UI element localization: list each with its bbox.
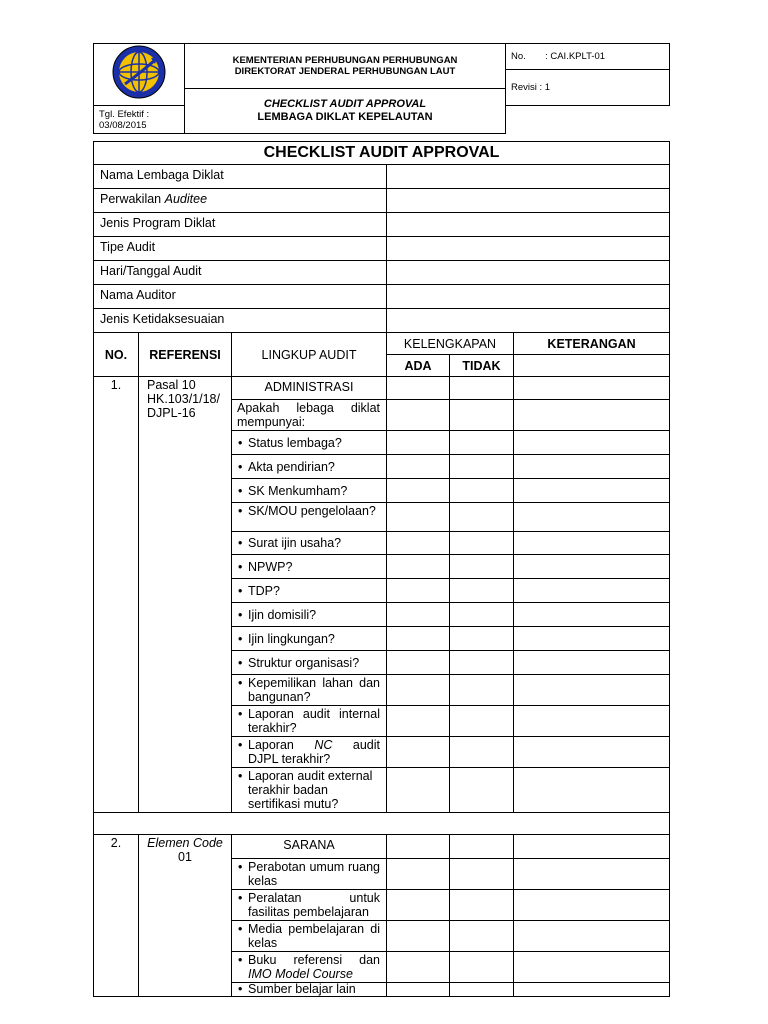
check-ada[interactable] bbox=[387, 503, 450, 532]
info-label-perwakilan-italic: Auditee bbox=[164, 192, 208, 206]
check-ada[interactable] bbox=[387, 921, 450, 952]
col-header-kelengkapan: KELENGKAPAN bbox=[387, 333, 514, 355]
checklist-item: • Ijin domisili? bbox=[232, 603, 387, 627]
check-tidak[interactable] bbox=[450, 983, 514, 997]
check-tidak[interactable] bbox=[450, 921, 514, 952]
keterangan-cell[interactable] bbox=[514, 706, 670, 737]
col-header-keterangan: KETERANGAN bbox=[514, 333, 670, 355]
keterangan-cell[interactable] bbox=[514, 835, 670, 859]
checklist-item-italic: IMO Model Course bbox=[248, 967, 353, 981]
check-tidak[interactable] bbox=[450, 532, 514, 555]
check-tidak[interactable] bbox=[450, 627, 514, 651]
keterangan-cell[interactable] bbox=[514, 400, 670, 431]
check-ada[interactable] bbox=[387, 706, 450, 737]
info-value-jenis-program[interactable] bbox=[387, 213, 670, 237]
keterangan-cell[interactable] bbox=[514, 737, 670, 768]
checklist-item: • Sumber belajar lain bbox=[232, 983, 387, 997]
check-ada[interactable] bbox=[387, 579, 450, 603]
checklist-item: • NPWP? bbox=[232, 555, 387, 579]
checklist-item: • Akta pendirian? bbox=[232, 455, 387, 479]
doc-subtitle: LEMBAGA DIKLAT KEPELAUTAN bbox=[257, 111, 433, 123]
info-value-hari-tanggal[interactable] bbox=[387, 261, 670, 285]
check-ada[interactable] bbox=[387, 532, 450, 555]
check-ada[interactable] bbox=[387, 835, 450, 859]
checklist-item: • Peralatan untuk fasilitas pembelajaran bbox=[232, 890, 387, 921]
check-tidak[interactable] bbox=[450, 675, 514, 706]
check-tidak[interactable] bbox=[450, 603, 514, 627]
doc-number bbox=[506, 44, 670, 70]
doc-number-label: No. bbox=[511, 51, 526, 62]
check-tidak[interactable] bbox=[450, 555, 514, 579]
check-ada[interactable] bbox=[387, 859, 450, 890]
check-ada[interactable] bbox=[387, 603, 450, 627]
col-header-referensi: REFERENSI bbox=[139, 333, 232, 377]
revision: Revisi : 1 bbox=[506, 70, 670, 106]
check-tidak[interactable] bbox=[450, 431, 514, 455]
keterangan-cell[interactable] bbox=[514, 952, 670, 983]
checklist-item: • Laporan audit external terakhir badan sertifikasi mutu? bbox=[232, 768, 387, 813]
check-tidak[interactable] bbox=[450, 651, 514, 675]
check-tidak[interactable] bbox=[450, 400, 514, 431]
section-intro: Apakah lebaga diklat mempunyai: bbox=[232, 400, 387, 431]
info-label-perwakilan-text: Perwakilan bbox=[100, 192, 165, 206]
info-label-perwakilan bbox=[94, 189, 387, 213]
info-value-perwakilan[interactable] bbox=[387, 189, 670, 213]
keterangan-cell[interactable] bbox=[514, 983, 670, 997]
keterangan-cell[interactable] bbox=[514, 651, 670, 675]
col-header-lingkup: LINGKUP AUDIT bbox=[232, 333, 387, 377]
check-tidak[interactable] bbox=[450, 479, 514, 503]
check-tidak[interactable] bbox=[450, 455, 514, 479]
check-tidak[interactable] bbox=[450, 503, 514, 532]
info-label-tipe-audit: Tipe Audit bbox=[94, 237, 387, 261]
info-value-tipe-audit[interactable] bbox=[387, 237, 670, 261]
info-value-nama-auditor[interactable] bbox=[387, 285, 670, 309]
check-tidak[interactable] bbox=[450, 706, 514, 737]
checklist-table bbox=[93, 141, 670, 997]
check-tidak[interactable] bbox=[450, 890, 514, 921]
section-ref-line2: 01 bbox=[178, 850, 192, 864]
checklist-item: • SK Menkumham? bbox=[232, 479, 387, 503]
effective-date: Tgl. Efektif : 03/08/2015 bbox=[94, 106, 185, 134]
check-ada[interactable] bbox=[387, 627, 450, 651]
checklist-item: • Status lembaga? bbox=[232, 431, 387, 455]
checklist-item: • SK/MOU pengelolaan? bbox=[232, 503, 387, 532]
keterangan-cell[interactable] bbox=[514, 532, 670, 555]
doc-title-cell bbox=[185, 89, 506, 134]
info-value-jenis-ketidaksesuaian[interactable] bbox=[387, 309, 670, 333]
check-ada[interactable] bbox=[387, 768, 450, 813]
check-ada[interactable] bbox=[387, 890, 450, 921]
checklist-item: • Surat ijin usaha? bbox=[232, 532, 387, 555]
check-ada[interactable] bbox=[387, 983, 450, 997]
checklist-item: • Buku referensi dan IMO Model Course bbox=[232, 952, 387, 983]
keterangan-cell[interactable] bbox=[514, 455, 670, 479]
section-no: 1. bbox=[94, 377, 139, 813]
check-tidak[interactable] bbox=[450, 377, 514, 400]
keterangan-cell[interactable] bbox=[514, 579, 670, 603]
check-tidak[interactable] bbox=[450, 835, 514, 859]
section-title: SARANA bbox=[232, 835, 387, 859]
keterangan-cell[interactable] bbox=[514, 503, 670, 532]
ministry-logo-icon bbox=[111, 44, 167, 100]
checklist-item: • Kepemilikan lahan dan bangunan? bbox=[232, 675, 387, 706]
checklist-item: • Media pembelajaran di kelas bbox=[232, 921, 387, 952]
check-tidak[interactable] bbox=[450, 768, 514, 813]
keterangan-cell[interactable] bbox=[514, 431, 670, 455]
check-ada[interactable] bbox=[387, 952, 450, 983]
keterangan-cell[interactable] bbox=[514, 859, 670, 890]
doc-number-value: : CAI.KPLT-01 bbox=[545, 51, 606, 62]
check-ada[interactable] bbox=[387, 479, 450, 503]
info-label-nama-auditor: Nama Auditor bbox=[94, 285, 387, 309]
keterangan-cell[interactable] bbox=[514, 627, 670, 651]
info-label-nama-lembaga: Nama Lembaga Diklat bbox=[94, 165, 387, 189]
check-ada[interactable] bbox=[387, 431, 450, 455]
info-label-jenis-program: Jenis Program Diklat bbox=[94, 213, 387, 237]
section-no: 2. bbox=[94, 835, 139, 997]
col-header-tidak: TIDAK bbox=[450, 355, 514, 377]
document-header bbox=[93, 43, 670, 134]
keterangan-cell[interactable] bbox=[514, 921, 670, 952]
section-ref: Pasal 10 HK.103/1/18/ DJPL-16 bbox=[139, 377, 232, 813]
section-ref-line1: Elemen Code bbox=[147, 836, 223, 850]
section-title: ADMINISTRASI bbox=[232, 377, 387, 400]
check-ada[interactable] bbox=[387, 737, 450, 768]
info-label-jenis-ketidaksesuaian: Jenis Ketidaksesuaian bbox=[94, 309, 387, 333]
checklist-item: • Perabotan umum ruang kelas bbox=[232, 859, 387, 890]
info-label-hari-tanggal: Hari/Tanggal Audit bbox=[94, 261, 387, 285]
check-ada[interactable] bbox=[387, 555, 450, 579]
col-header-ada: ADA bbox=[387, 355, 450, 377]
main-title: CHECKLIST AUDIT APPROVAL bbox=[94, 142, 670, 165]
ministry-name: KEMENTERIAN PERHUBUNGAN PERHUBUNGAN bbox=[232, 55, 458, 66]
check-ada[interactable] bbox=[387, 400, 450, 431]
keterangan-cell[interactable] bbox=[514, 479, 670, 503]
check-ada[interactable] bbox=[387, 377, 450, 400]
checklist-item: • Struktur organisasi? bbox=[232, 651, 387, 675]
keterangan-cell[interactable] bbox=[514, 603, 670, 627]
checklist-item: • Ijin lingkungan? bbox=[232, 627, 387, 651]
checklist-item: • Laporan NC audit DJPL terakhir? bbox=[232, 737, 387, 768]
section-ref bbox=[139, 835, 232, 997]
check-tidak[interactable] bbox=[450, 579, 514, 603]
directorate-name: DIREKTORAT JENDERAL PERHUBUNGAN LAUT bbox=[234, 66, 456, 77]
keterangan-cell[interactable] bbox=[514, 675, 670, 706]
section-spacer bbox=[94, 813, 670, 835]
check-tidak[interactable] bbox=[450, 737, 514, 768]
check-ada[interactable] bbox=[387, 455, 450, 479]
check-tidak[interactable] bbox=[450, 859, 514, 890]
ministry-cell bbox=[185, 44, 506, 89]
col-header-no: NO. bbox=[94, 333, 139, 377]
info-value-nama-lembaga[interactable] bbox=[387, 165, 670, 189]
check-ada[interactable] bbox=[387, 675, 450, 706]
keterangan-cell[interactable] bbox=[514, 555, 670, 579]
col-header-keterangan-blank bbox=[514, 355, 670, 377]
doc-title: CHECKLIST AUDIT APPROVAL bbox=[263, 98, 427, 110]
checklist-item: • TDP? bbox=[232, 579, 387, 603]
check-tidak[interactable] bbox=[450, 952, 514, 983]
checklist-item: • Laporan audit internal terakhir? bbox=[232, 706, 387, 737]
keterangan-cell[interactable] bbox=[514, 768, 670, 813]
check-ada[interactable] bbox=[387, 651, 450, 675]
keterangan-cell[interactable] bbox=[514, 377, 670, 400]
logo-cell bbox=[94, 44, 185, 106]
keterangan-cell[interactable] bbox=[514, 890, 670, 921]
